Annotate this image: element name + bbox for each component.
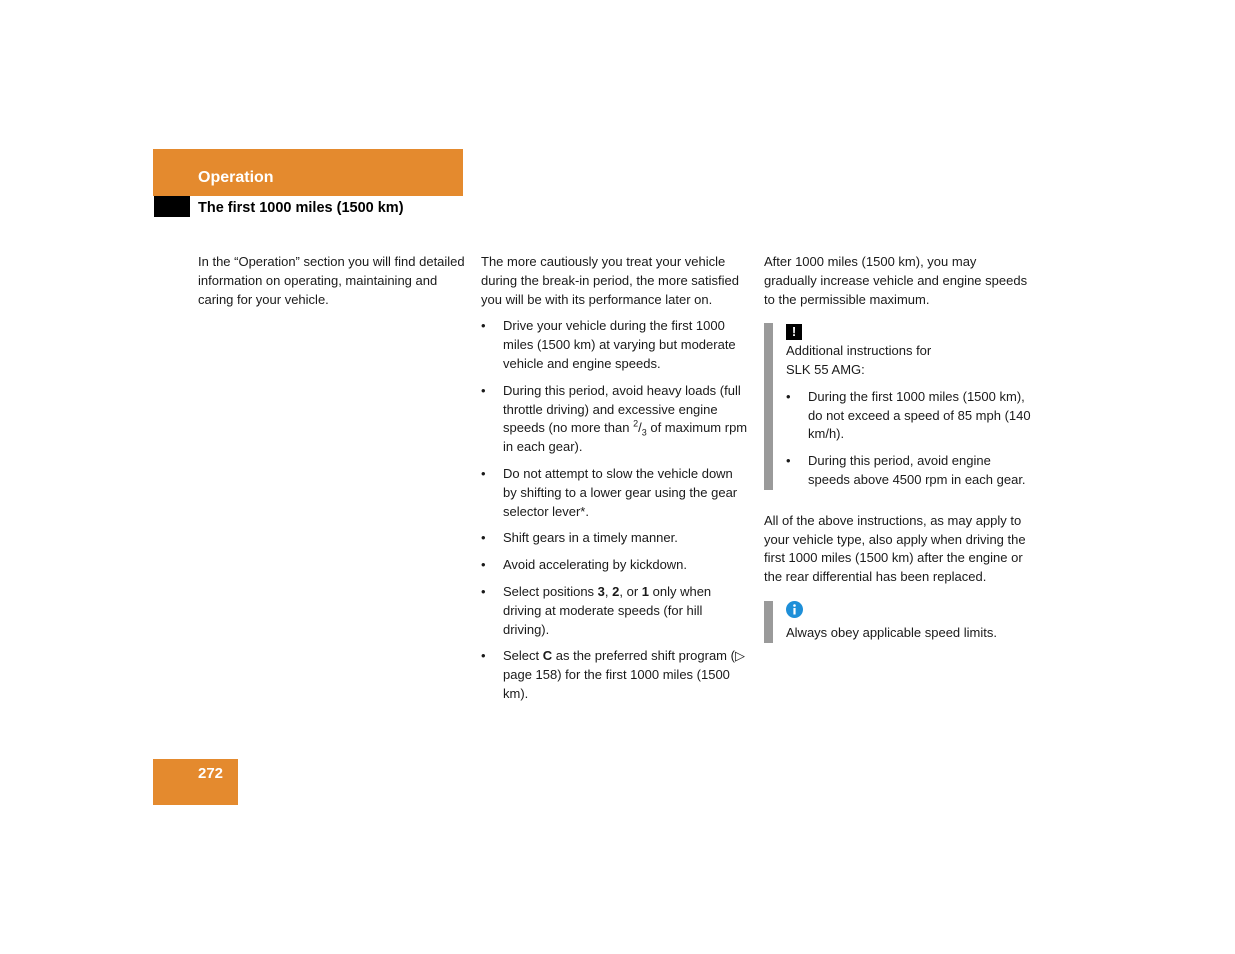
list-item xyxy=(481,529,749,548)
bullet: • xyxy=(481,648,486,664)
bullet: • xyxy=(481,530,486,546)
warning-text-line: SLK 55 AMG: xyxy=(786,361,865,377)
list-item-text: During this period, avoid engine speeds above 4500 rpm in each gear. xyxy=(808,453,1026,487)
bullet: • xyxy=(481,583,486,599)
warning-text xyxy=(786,342,1032,380)
page-number-box xyxy=(153,759,238,805)
list-item xyxy=(481,556,749,575)
gear-position-1: 1 xyxy=(641,583,650,599)
break-in-list xyxy=(481,317,749,703)
list-item xyxy=(786,388,1032,444)
column-3 xyxy=(764,253,1032,665)
amg-list xyxy=(786,388,1032,490)
list-item-text: of maximum rpm in each gear). xyxy=(503,420,748,455)
separator: , or xyxy=(619,583,642,599)
warning-icon: ! xyxy=(786,324,802,340)
bullet: • xyxy=(481,557,486,573)
fraction-numerator: 2 xyxy=(633,419,639,430)
bullet: • xyxy=(786,453,791,469)
list-item-text: as the preferred shift program (▷ page 158) for the first 1000 miles (1500 km). xyxy=(503,648,745,701)
subsection-marker xyxy=(154,196,190,217)
warning-notice xyxy=(764,323,1032,489)
list-item-text: Shift gears in a timely manner. xyxy=(503,530,678,546)
list-item-text: Select xyxy=(503,648,543,664)
list-item-text: Drive your vehicle during the first 1000 miles (1500 km) at varying but moderate vehicle and engine speeds. xyxy=(503,318,736,371)
shift-program-c: C xyxy=(542,648,553,664)
bullet: • xyxy=(481,318,486,334)
intro-paragraph: In the “Operation” section you will find detailed information on operating, maintaining and caring for your vehicle. xyxy=(198,254,465,307)
section-title: Operation xyxy=(198,169,274,186)
info-notice xyxy=(764,601,1032,643)
list-item-text: During the first 1000 miles (1500 km), do not exceed a speed of 85 mph (140 km/h). xyxy=(808,388,1031,442)
list-item xyxy=(481,382,749,457)
list-item xyxy=(786,452,1032,490)
page-number: 272 xyxy=(198,765,224,782)
separator: , xyxy=(604,583,613,599)
fraction-denominator: 3 xyxy=(641,427,647,438)
list-item xyxy=(481,647,749,703)
replacement-paragraph: All of the above instructions, as may apply to your vehicle type, also apply when driving the first 1000 miles (1500 km) after the engine or the rear differential has been replaced. xyxy=(764,512,1026,585)
fraction-slash: / xyxy=(638,420,642,436)
column-1 xyxy=(198,253,468,317)
after-break-in-paragraph: After 1000 miles (1500 km), you may gradually increase vehicle and engine speeds to the permissible maximum. xyxy=(764,254,1028,307)
warning-text-line: Additional instructions for xyxy=(786,343,932,359)
info-text: Always obey applicable speed limits. xyxy=(786,624,997,640)
column-2 xyxy=(481,253,749,712)
gear-position-2: 2 xyxy=(612,583,620,599)
bullet: • xyxy=(481,465,486,481)
gear-position-3: 3 xyxy=(597,583,605,599)
list-item xyxy=(481,317,749,373)
list-item-text: only when driving at moderate speeds (for hill driving). xyxy=(503,583,712,637)
list-item-text: Avoid accelerating by kickdown. xyxy=(503,557,688,573)
subsection-title: The first 1000 miles (1500 km) xyxy=(198,200,404,216)
list-item xyxy=(481,583,749,639)
bullet: • xyxy=(481,382,486,398)
list-item-text: During this period, avoid heavy loads (full throttle driving) and excessive engine speeds (no more than xyxy=(503,382,741,436)
info-icon xyxy=(786,601,803,618)
list-item xyxy=(481,465,749,521)
bullet: • xyxy=(786,388,791,404)
list-item-text: Do not attempt to slow the vehicle down by shifting to a lower gear using the gear selector lever*. xyxy=(503,465,738,519)
break-in-paragraph: The more cautiously you treat your vehicle during the break-in period, the more satisfied you will be with its performance later on. xyxy=(481,254,739,307)
list-item-text: Select positions xyxy=(503,583,598,599)
